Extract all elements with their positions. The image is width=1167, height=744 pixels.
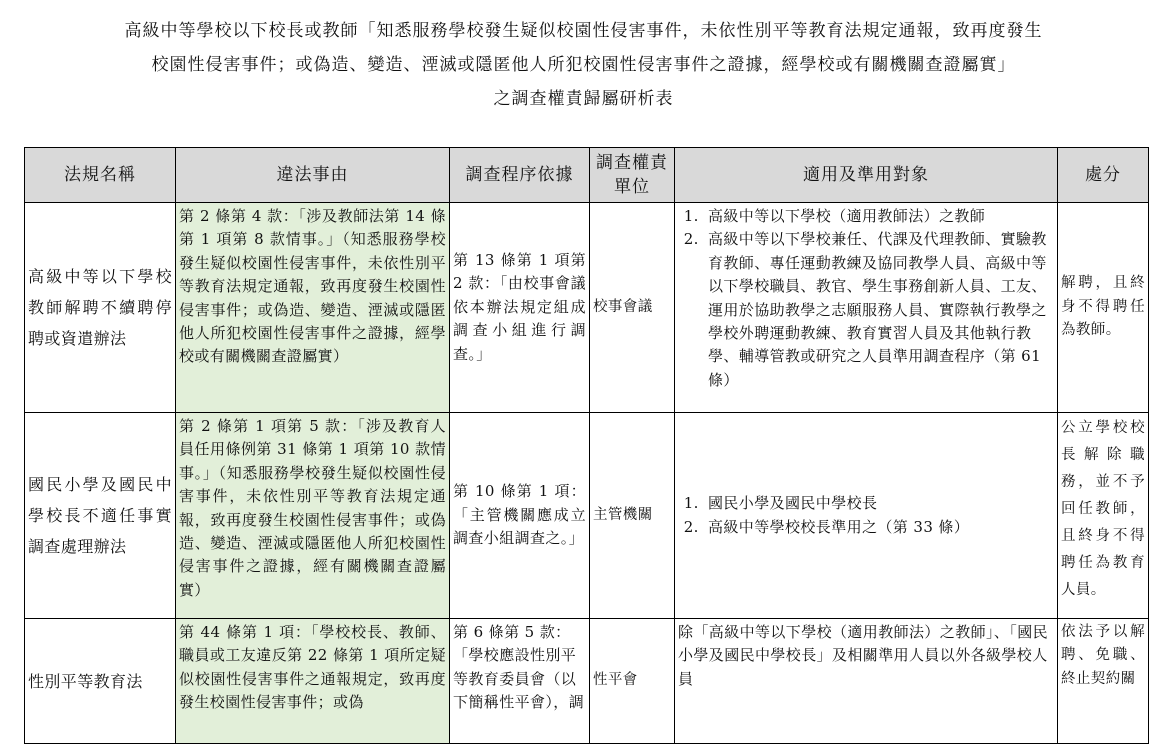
penalty-cell: 依法予以解聘、免職、終止契約關 — [1058, 619, 1149, 744]
procedure-cell: 第 6 條第 5 款：「學校應設性別平等教育委員會（以下簡稱性平會），調 — [450, 619, 590, 744]
table-header-row — [25, 148, 1149, 203]
penalty-cell: 解聘，且終身不得聘任為教師。 — [1058, 203, 1149, 413]
title-line-1: 高級中等學校以下校長或教師「知悉服務學校發生疑似校園性侵害事件，未依性別平等教育法規定通報，致再度發生 — [124, 21, 1043, 41]
list-item: 2. 高級中等以下學校兼任、代課及代理教師、實驗教育教師、專任運動教練及協同教學人員、高級中等以下學校職員、教官、學生事務創新人員、工友、運用於協助教學之志願服務人員、實際執行教學之學校外聘運動教練、教育實習人員及其他執行教學、輔導管教或研究之人員準用調查程序（第 61 條） — [704, 228, 1054, 392]
header-penalty: 處分 — [1058, 148, 1149, 203]
procedure-cell: 第 10 條第 1 項：「主管機關應成立調查小組調查之。」 — [450, 413, 590, 619]
applicable-cell — [675, 203, 1058, 413]
law-name-cell: 性別平等教育法 — [25, 619, 176, 744]
header-reason: 違法事由 — [176, 148, 450, 203]
header-procedure: 調查程序依據 — [450, 148, 590, 203]
table-row — [25, 413, 1149, 619]
list-item: 2. 高級中等學校校長準用之（第 33 條） — [704, 516, 1054, 539]
reason-cell: 第 2 條第 1 項第 5 款：「涉及教育人員任用條例第 31 條第 1 項第 10 款情事。」（知悉服務學校發生疑似校園性侵害事件，未依性別平等教育法規定通報，致再度發生校園性侵害事件；或偽造、變造、湮滅或隱匿他人所犯校園性侵害事件之證據，經有關機關查證屬實） — [176, 413, 450, 619]
reason-cell: 第 2 條第 4 款：「涉及教師法第 14 條第 1 項第 8 款情事。」（知悉服務學校發生疑似校園性侵害事件，未依性別平等教育法規定通報，致再度發生校園性侵害事件；或偽造、變造、湮滅或隱匿他人所犯校園性侵害事件之證據，經學校或有關機關查證屬實） — [176, 203, 450, 413]
header-unit: 調查權責單位 — [590, 148, 675, 203]
penalty-cell: 公立學校校長解除職務，並不予回任教師，且終身不得聘任為教育人員。 — [1058, 413, 1149, 619]
applicable-list — [678, 492, 1054, 539]
header-applicable: 適用及準用對象 — [675, 148, 1058, 203]
applicable-cell: 除「高級中等以下學校（適用教師法）之教師」、「國民小學及國民中學校長」及相關準用人員以外各級學校人員 — [675, 619, 1058, 744]
law-name-cell: 國民小學及國民中學校長不適任事實調查處理辦法 — [25, 413, 176, 619]
unit-cell: 性平會 — [590, 619, 675, 744]
law-name-cell: 高級中等以下學校教師解聘不續聘停聘或資遣辦法 — [25, 203, 176, 413]
table-row — [25, 203, 1149, 413]
title-line-3: 之調查權責歸屬研析表 — [493, 89, 674, 109]
list-item: 1. 國民小學及國民中學校長 — [704, 492, 1054, 515]
procedure-cell: 第 13 條第 1 項第 2 款：「由校事會議依本辦法規定組成調查小組進行調查。」 — [450, 203, 590, 413]
title-line-2: 校園性侵害事件；或偽造、變造、湮滅或隱匿他人所犯校園性侵害事件之證據，經學校或有關機關查證屬實」 — [151, 55, 1016, 75]
applicable-list — [678, 205, 1054, 392]
reason-cell: 第 44 條第 1 項：「學校校長、教師、職員或工友違反第 22 條第 1 項所定疑似校園性侵害事件之通報規定，致再度發生校園性侵害事件；或偽 — [176, 619, 450, 744]
list-item: 1. 高級中等以下學校（適用教師法）之教師 — [704, 205, 1054, 228]
table-row — [25, 619, 1149, 744]
unit-cell: 主管機關 — [590, 413, 675, 619]
analysis-table — [24, 147, 1149, 744]
unit-cell: 校事會議 — [590, 203, 675, 413]
document-title — [0, 14, 1167, 116]
applicable-cell — [675, 413, 1058, 619]
header-law-name: 法規名稱 — [25, 148, 176, 203]
